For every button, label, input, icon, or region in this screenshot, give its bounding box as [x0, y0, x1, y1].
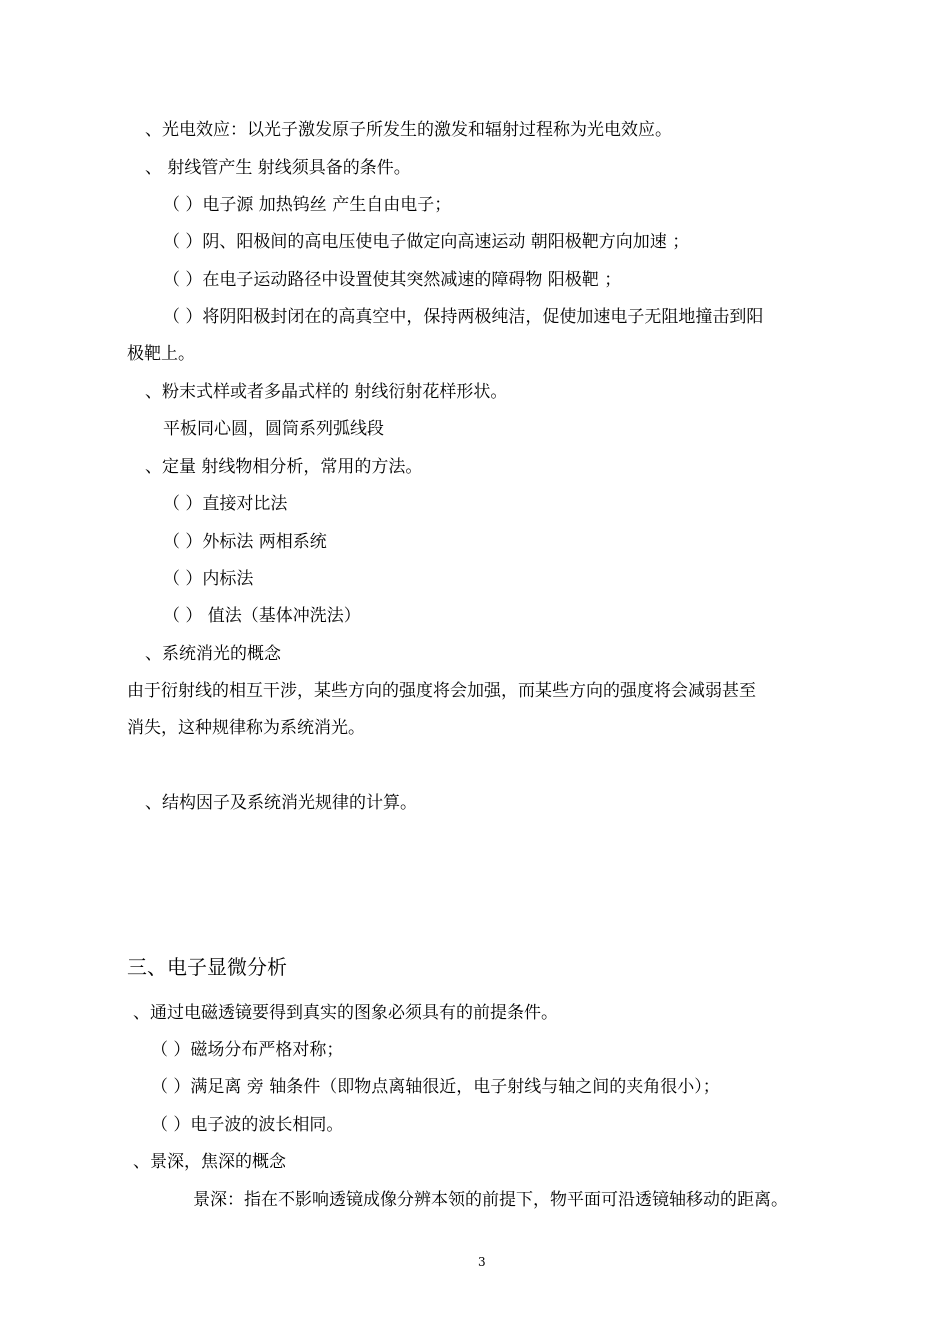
text-line: 景深：指在不影响透镜成像分辨本领的前提下，物平面可沿透镜轴移动的距离。	[193, 1190, 788, 1210]
text-line: （ ） 值法（基体冲洗法）	[163, 606, 361, 626]
text-line: 、光电效应：以光子激发原子所发生的激发和辐射过程称为光电效应。	[145, 120, 672, 140]
text-line: 、结构因子及系统消光规律的计算。	[145, 793, 417, 813]
text-line: （ ）电子波的波长相同。	[151, 1115, 344, 1135]
text-line: （ ）直接对比法	[163, 494, 288, 514]
text-line: （ ）在电子运动路径中设置使其突然减速的障碍物 阳极靶 ；	[163, 270, 622, 290]
text-line: 消失，这种规律称为系统消光。	[127, 718, 365, 738]
text-line: 平板同心圆，圆筒系列弧线段	[163, 419, 384, 439]
text-line: （ ）内标法	[163, 569, 254, 589]
text-line: （ ）满足离 旁 轴条件（即物点离轴很近，电子射线与轴之间的夹角很小）；	[151, 1077, 720, 1097]
text-line: （ ）阴、阳极间的高电压使电子做定向高速运动 朝阳极靶方向加速 ；	[163, 232, 690, 252]
text-line: 极靶上。	[127, 344, 195, 364]
text-line: 、景深，焦深的概念	[133, 1152, 286, 1172]
text-line: 由于衍射线的相互干涉，某些方向的强度将会加强，而某些方向的强度将会减弱甚至	[127, 681, 756, 701]
text-line: （ ）外标法 两相系统	[163, 532, 327, 552]
text-line: 、通过电磁透镜要得到真实的图象必须具有的前提条件。	[133, 1003, 558, 1023]
text-line: 、 射线管产生 射线须具备的条件。	[145, 158, 411, 178]
text-line: 、定量 射线物相分析，常用的方法。	[145, 457, 423, 477]
section-heading: 三、电子显微分析	[127, 955, 287, 979]
text-line: （ ）将阴阳极封闭在的高真空中，保持两极纯洁，促使加速电子无阻地撞击到阳	[163, 307, 764, 327]
page-number: 3	[478, 1255, 486, 1269]
text-line: 、系统消光的概念	[145, 644, 281, 664]
text-line: （ ）电子源 加热钨丝 产生自由电子；	[163, 195, 452, 215]
text-line: 、粉末式样或者多晶式样的 射线衍射花样形状。	[145, 382, 508, 402]
text-line: （ ）磁场分布严格对称；	[151, 1040, 344, 1060]
